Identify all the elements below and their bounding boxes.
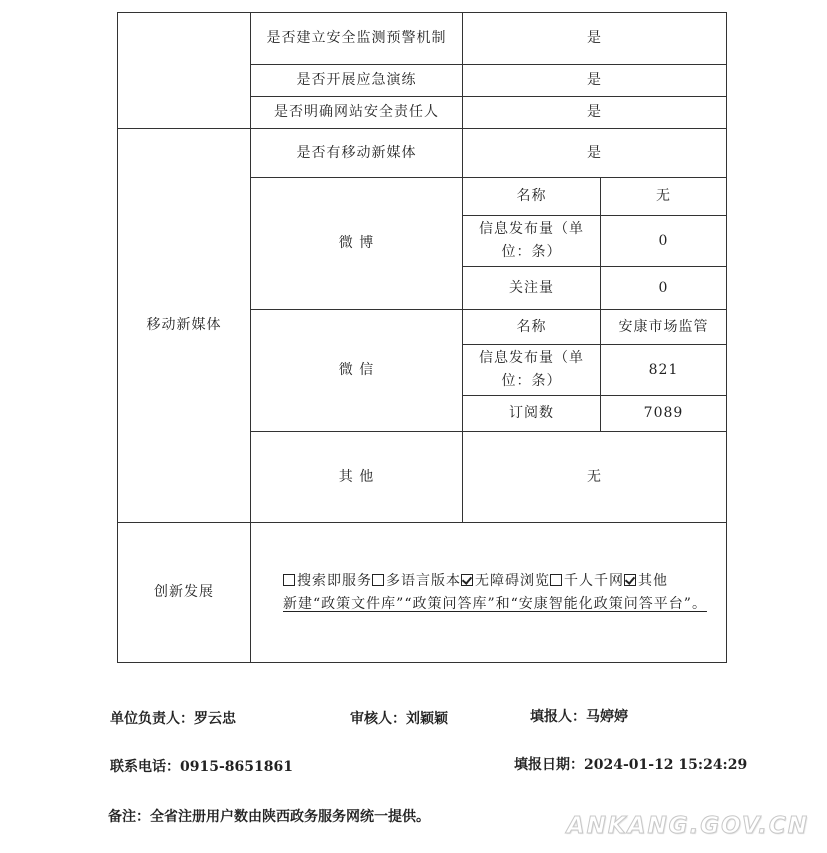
weibo-count-label: 信息发布量（单位：条） [463,216,601,267]
phone-text: 联系电话：0915-8651861 [110,759,293,775]
checkbox-icon [550,574,562,586]
other-label: 其 他 [251,432,463,523]
date-text: 填报日期：2024-01-12 15:24:29 [514,757,748,773]
innovation-label: 创新发展 [118,523,251,663]
has-mobile-value: 是 [463,129,727,178]
mobile-section-label: 移动新媒体 [118,129,251,523]
responsible-value: 是 [463,97,727,129]
report-table [117,12,727,663]
wechat-sub-value: 7089 [601,396,727,432]
responsible-label: 是否明确网站安全责任人 [251,97,463,129]
weibo-count-value: 0 [601,216,727,267]
wechat-name-label: 名称 [463,310,601,345]
site-watermark: ANKANG.GOV.CN [566,813,809,839]
filler-text: 填报人：马婷婷 [530,709,628,725]
weibo-follow-value: 0 [601,267,727,310]
wechat-name-value: 安康市场监管 [601,310,727,345]
wechat-label: 微 信 [251,310,463,432]
innovation-option: 无障碍浏览 [461,573,550,589]
monitor-value: 是 [463,13,727,65]
has-mobile-label: 是否有移动新媒体 [251,129,463,178]
innovation-option: 搜索即服务 [283,573,372,589]
innovation-option: 其他 [624,573,668,589]
innovation-option: 多语言版本 [372,573,461,589]
other-value: 无 [463,432,727,523]
weibo-follow-label: 关注量 [463,267,601,310]
security-section-cell [118,13,251,129]
leader-text: 单位负责人：罗云忠 [110,711,236,727]
wechat-count-value: 821 [601,345,727,396]
checkbox-icon [283,574,295,586]
reviewer-text: 审核人：刘颖颖 [350,711,448,727]
innovation-option: 千人千网 [550,573,624,589]
note-text: 备注：全省注册用户数由陕西政务服务网统一提供。 [108,809,430,825]
checkbox-checked-icon [624,574,636,586]
innovation-detail: 新建“政策文件库”“政策问答库”和“安康智能化政策问答平台”。 [283,595,707,612]
checkbox-icon [372,574,384,586]
drill-label: 是否开展应急演练 [251,65,463,97]
weibo-name-value: 无 [601,178,727,216]
drill-value: 是 [463,65,727,97]
checkbox-checked-icon [461,574,473,586]
monitor-label: 是否建立安全监测预警机制 [251,13,463,65]
weibo-label: 微 博 [251,178,463,310]
wechat-sub-label: 订阅数 [463,396,601,432]
weibo-name-label: 名称 [463,178,601,216]
wechat-count-label: 信息发布量（单位：条） [463,345,601,396]
innovation-content [251,523,727,663]
